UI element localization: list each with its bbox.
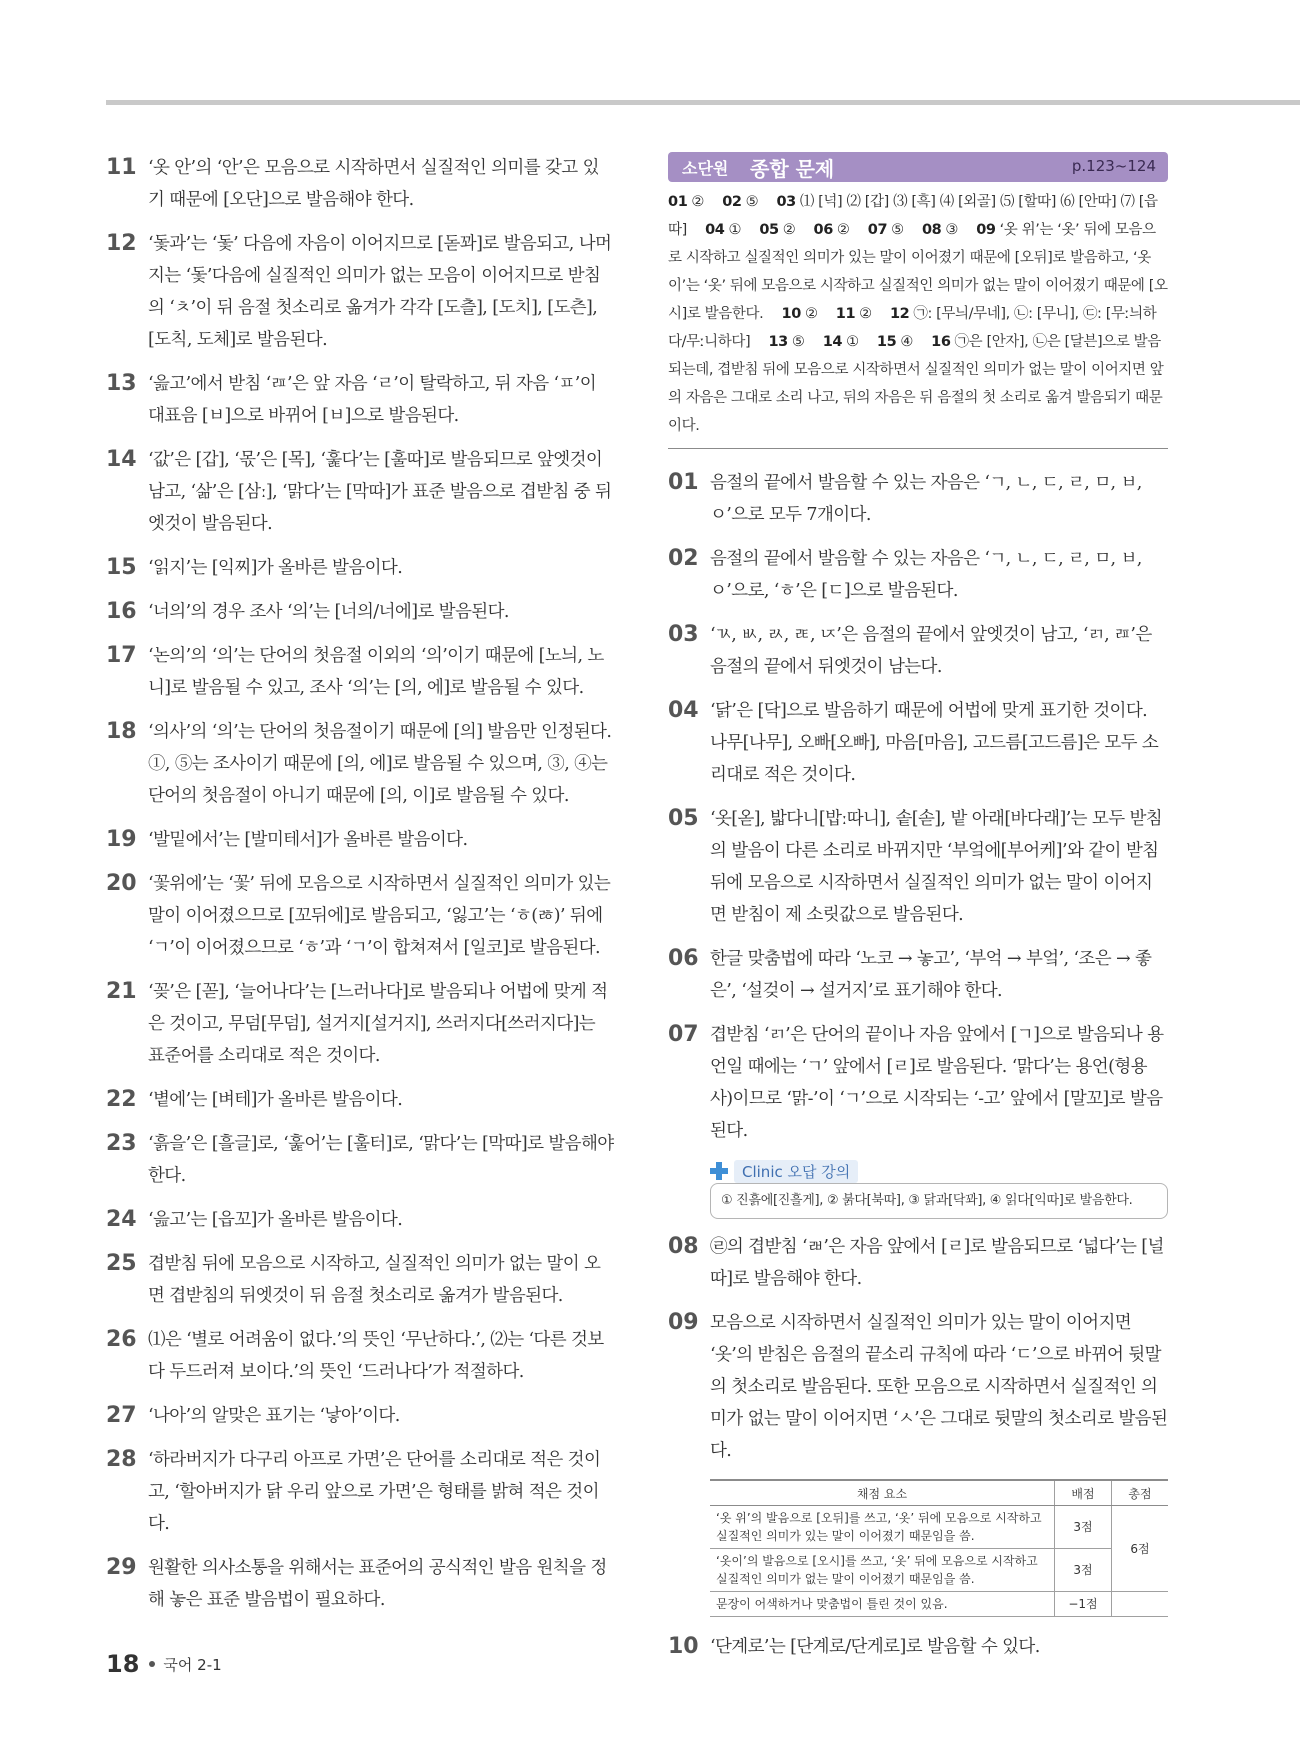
table-cell-criteria: ‘옷이’의 발음으로 [오시]를 쓰고, ‘옷’ 뒤에 모음으로 시작하고 실질적인 의미가 없는 말이 이어졌기 때문임을 씀. xyxy=(710,1549,1055,1592)
plus-icon xyxy=(710,1162,728,1180)
item-number: 19 xyxy=(106,827,137,852)
explanations-a xyxy=(668,467,1168,1147)
section-title: 종합 문제 xyxy=(750,157,835,181)
table-cell-points: 3점 xyxy=(1055,1506,1112,1549)
item-text: 겹받침 ‘ㄺ’은 단어의 끝이나 자음 앞에서 [ㄱ]으로 발음되나 용언일 때에는 ‘ㄱ’ 앞에서 [ㄹ]로 발음된다. ‘맑다’는 용언(형용사)이므로 ‘맑-’이 ‘ㄱ’으로 시작되는 ‘-고’ 앞에서 [말꼬]로 발음된다. xyxy=(710,1025,1164,1141)
clinic-box xyxy=(710,1159,1168,1219)
item-text: ‘나아’의 알맞은 표기는 ‘낳아’이다. xyxy=(148,1406,400,1426)
answer-value: ② xyxy=(782,222,796,238)
item-text: ‘읊고’는 [읍꼬]가 올바른 발음이다. xyxy=(148,1210,403,1230)
answer-number: 06 xyxy=(813,222,833,238)
col-header-criteria: 채점 요소 xyxy=(710,1480,1055,1506)
answer-value: ⑴ [넉] ⑵ [갑] ⑶ [흑] ⑷ [외골] ⑸ [할따] ⑹ [안따] ⑺ [읍따] xyxy=(668,194,1158,238)
explanation-item xyxy=(106,1248,614,1312)
answer-value: ① xyxy=(846,334,859,350)
col-header-points: 배점 xyxy=(1055,1480,1112,1506)
item-number: 03 xyxy=(668,622,699,647)
item-number: 13 xyxy=(106,371,137,396)
item-number: 08 xyxy=(668,1234,699,1259)
answer-value: ⑤ xyxy=(745,194,759,210)
item-text: ‘논의’의 ‘의’는 단어의 첫음절 이외의 ‘의’이기 때문에 [노늬, 노니]로 발음될 수 있고, 조사 ‘의’는 [의, 에]로 발음될 수 있다. xyxy=(148,646,604,698)
item-text: ‘닭’은 [닥]으로 발음하기 때문에 어법에 맞게 표기한 것이다. 나무[나무], 오빠[오빠], 마음[마음], 고드름[고드름]은 모두 소리대로 적은 것이다. xyxy=(710,701,1159,785)
answer-entry xyxy=(768,334,804,350)
item-number: 11 xyxy=(106,155,137,180)
answer-value: ① xyxy=(728,222,742,238)
explanation-item xyxy=(106,976,614,1072)
page-footer xyxy=(106,1650,222,1678)
answer-value: ② xyxy=(691,194,704,210)
answer-entry xyxy=(722,194,758,210)
answer-value: ② xyxy=(836,222,850,238)
item-text: ㉣의 겹받침 ‘ㄼ’은 자음 앞에서 [ㄹ]로 발음되므로 ‘넓다’는 [널따]로 발음해야 한다. xyxy=(710,1237,1164,1289)
explanation-item xyxy=(668,1019,1168,1147)
section-header xyxy=(668,152,1168,182)
item-number: 09 xyxy=(668,1310,699,1335)
answer-number: 12 xyxy=(889,306,910,322)
answer-entry xyxy=(782,306,818,322)
answer-entry xyxy=(705,222,741,238)
section-label: 소단원 xyxy=(682,159,729,178)
explanation-item xyxy=(668,467,1168,531)
answer-number: 13 xyxy=(768,334,788,350)
item-text: 음절의 끝에서 발음할 수 있는 자음은 ‘ㄱ, ㄴ, ㄷ, ㄹ, ㅁ, ㅂ, ㅇ’으로, ‘ㅎ’은 [ㄷ]으로 발음된다. xyxy=(710,549,1142,601)
item-text: ‘꽂’은 [꼳], ‘늘어나다’는 [느러나다]로 발음되나 어법에 맞게 적은 것이고, 무덤[무덤], 설거지[설거지], 쓰러지다[쓰러지다]는 표준어를 소리대로 적은 것이다. xyxy=(148,982,608,1066)
answer-number: 16 xyxy=(931,334,951,350)
book-title: 국어 2-1 xyxy=(163,1655,222,1674)
bullet-dot xyxy=(149,1661,155,1667)
answer-number: 14 xyxy=(822,334,843,350)
explanation-item xyxy=(668,1231,1168,1295)
item-text: ‘하라버지가 다구리 아프로 가면’은 단어를 소리대로 적은 것이고, ‘할아버지가 닭 우리 앞으로 가면’은 형태를 밝혀 적은 것이다. xyxy=(148,1450,601,1534)
answer-entry xyxy=(877,334,913,350)
explanation-item xyxy=(106,824,614,856)
explanations-b xyxy=(668,1231,1168,1467)
answer-entry xyxy=(668,194,704,210)
item-text: ‘읊고’에서 받침 ‘ㄿ’은 앞 자음 ‘ㄹ’이 탈락하고, 뒤 자음 ‘ㅍ’이 대표음 [ㅂ]으로 바뀌어 [ㅂ]으로 발음된다. xyxy=(148,374,597,426)
table-cell-total: 6점 xyxy=(1112,1506,1169,1592)
item-number: 24 xyxy=(106,1207,137,1232)
explanation-item xyxy=(106,1444,614,1540)
answer-entry xyxy=(868,222,904,238)
explanation-item xyxy=(668,1307,1168,1467)
col-header-total: 총점 xyxy=(1112,1480,1169,1506)
explanation-item xyxy=(106,444,614,540)
item-text: 음절의 끝에서 발음할 수 있는 자음은 ‘ㄱ, ㄴ, ㄷ, ㄹ, ㅁ, ㅂ, ㅇ’으로 모두 7개이다. xyxy=(710,473,1142,525)
item-text: ‘값’은 [갑], ‘몫’은 [목], ‘훑다’는 [훌따]로 발음되므로 앞엣것이 남고, ‘삶’은 [삼ː], ‘맑다’는 [막따]가 표준 발음으로 겹받침 중 뒤엣것이 발음된다. xyxy=(148,450,612,534)
item-text: ‘발밑에서’는 [발미테서]가 올바른 발음이다. xyxy=(148,830,468,850)
answer-value: ③ xyxy=(945,222,958,238)
explanation-item xyxy=(106,1324,614,1388)
explanation-item xyxy=(668,695,1168,791)
explanation-item xyxy=(668,943,1168,1007)
item-number: 27 xyxy=(106,1403,137,1428)
item-text: ‘너의’의 경우 조사 ‘의’는 [너의/너에]로 발음된다. xyxy=(148,602,509,622)
explanation-item xyxy=(106,716,614,812)
item-text: ‘읽지’는 [익찌]가 올바른 발음이다. xyxy=(148,558,403,578)
item-number: 22 xyxy=(106,1087,137,1112)
table-cell-points: −1점 xyxy=(1055,1592,1112,1617)
item-number: 02 xyxy=(668,546,699,571)
item-text: ‘꽃위에’는 ‘꽃’ 뒤에 모음으로 시작하면서 실질적인 의미가 있는 말이 이어졌으므로 [꼬뒤에]로 발음되고, ‘잃고’는 ‘ㅎ(ㅀ)’ 뒤에 ‘ㄱ’이 이어졌으므로 ‘ㅎ’과 ‘ㄱ’이 합쳐져서 [일코]로 발음된다. xyxy=(148,874,611,958)
item-number: 16 xyxy=(106,599,137,624)
explanation-item xyxy=(668,543,1168,607)
answer-value: ② xyxy=(804,306,818,322)
item-number: 04 xyxy=(668,698,699,723)
item-text: ‘옷[옫], 밟다니[밥ː따니], 솥[솓], 밭 아래[바다래]’는 모두 받침의 발음이 다른 소리로 바뀌지만 ‘부엌에[부어케]’와 같이 받침 뒤에 모음으로 시작하면서 실질적인 의미가 없는 말이 이어지면 받침이 제 소릿값으로 발음된다. xyxy=(710,809,1163,925)
explanation-item xyxy=(106,368,614,432)
item-number: 26 xyxy=(106,1327,137,1352)
item-number: 12 xyxy=(106,231,137,256)
explanations-c xyxy=(668,1631,1168,1663)
item-text: 모음으로 시작하면서 실질적인 의미가 있는 말이 이어지면 ‘옷’의 받침은 음절의 끝소리 규칙에 따라 ‘ㄷ’으로 바뀌어 뒷말의 첫소리로 발음된다. 또한 모음으로 시작하면서 실질적인 의미가 없는 말이 이어지면 ‘ㅅ’은 그대로 뒷말의 첫소리로 발음된다. xyxy=(710,1313,1168,1461)
clinic-body: ① 진흙에[진흘게], ② 붉다[북따], ③ 닭과[닥꽈], ④ 읽다[익따]로 발음한다. xyxy=(710,1183,1168,1219)
explanation-item xyxy=(106,868,614,964)
explanation-item xyxy=(668,619,1168,683)
item-number: 15 xyxy=(106,555,137,580)
answer-value: ② xyxy=(859,306,872,322)
explanation-item xyxy=(106,1552,614,1616)
item-number: 18 xyxy=(106,719,137,744)
answer-entry xyxy=(836,306,872,322)
right-column xyxy=(668,152,1168,1675)
explanation-item xyxy=(106,596,614,628)
explanation-item xyxy=(106,1128,614,1192)
item-number: 17 xyxy=(106,643,137,668)
explanation-item xyxy=(106,1204,614,1236)
answer-value: ⑤ xyxy=(891,222,904,238)
answer-value: ㉠은 [안자], ㉡은 [달븐]으로 발음되는데, 겹받침 뒤에 모음으로 시작하면서 실질적인 의미가 없는 말이 이어지면 앞의 자음은 그대로 소리 나고, 뒤의 자음은 뒤 음절의 첫 소리로 옮겨 발음되기 때문이다. xyxy=(668,334,1164,434)
table-cell-criteria: 문장이 어색하거나 맞춤법이 틀린 것이 있음. xyxy=(710,1592,1055,1617)
answer-number: 15 xyxy=(876,334,897,350)
explanation-item xyxy=(106,228,614,356)
table-cell-criteria: ‘옷 위’의 발음으로 [오뒤]를 쓰고, ‘옷’ 뒤에 모음으로 시작하고 실질적인 의미가 있는 말이 이어졌기 때문임을 씀. xyxy=(710,1506,1055,1549)
page-range: p.123~124 xyxy=(1071,157,1156,175)
item-number: 06 xyxy=(668,946,699,971)
explanation-item xyxy=(668,803,1168,931)
clinic-title: Clinic 오답 강의 xyxy=(734,1160,858,1183)
item-number: 10 xyxy=(668,1634,699,1659)
left-column xyxy=(106,152,614,1628)
answer-value: ㉠: [무늬/무네], ㉡: [무니], ㉢: [무ː늬하다/무ː니하다] xyxy=(668,306,1157,350)
answer-entry xyxy=(814,222,850,238)
answer-value: ④ xyxy=(900,334,913,350)
answer-number: 10 xyxy=(781,306,801,322)
answer-number: 09 xyxy=(976,222,996,238)
item-number: 20 xyxy=(106,871,137,896)
answer-number: 08 xyxy=(921,222,942,238)
page-number: 18 xyxy=(106,1650,140,1678)
answer-number: 11 xyxy=(835,306,856,322)
explanation-item xyxy=(106,552,614,584)
table-cell-points: 3점 xyxy=(1055,1549,1112,1592)
answer-number: 02 xyxy=(722,194,742,210)
explanation-item xyxy=(106,1400,614,1432)
answer-value: ⑤ xyxy=(791,334,805,350)
item-text: ‘돛과’는 ‘돛’ 다음에 자음이 이어지므로 [돋꽈]로 발음되고, 나머지는 ‘돛’다음에 실질적인 의미가 없는 모음이 이어지므로 받침의 ‘ㅊ’이 뒤 음절 첫소리로 옮겨가 각각 [도츨], [도치], [도츤], [도칙, 도체]로 발음된다. xyxy=(148,234,612,350)
item-number: 07 xyxy=(668,1022,699,1047)
table-cell-empty xyxy=(1112,1592,1169,1617)
item-number: 28 xyxy=(106,1447,137,1472)
answer-entry xyxy=(922,222,958,238)
answer-entry xyxy=(823,334,859,350)
explanation-item xyxy=(106,152,614,216)
answer-number: 04 xyxy=(705,222,725,238)
item-text: 겹받침 뒤에 모음으로 시작하고, 실질적인 의미가 없는 말이 오면 겹받침의 뒤엣것이 뒤 음절 첫소리로 옮겨가 발음된다. xyxy=(148,1254,601,1306)
top-rule xyxy=(106,100,1300,105)
answer-value: ‘옷 위’는 ‘옷’ 뒤에 모음으로 시작하고 실질적인 의미가 있는 말이 이어졌기 때문에 [오뒤]로 발음하고, ‘옷이’는 ‘옷’ 뒤에 모음으로 시작하고 실질적인 의미가 없는 말이 이어졌기 때문에 [오시]로 발음한다. xyxy=(668,222,1168,322)
item-text: 한글 맞춤법에 따라 ‘노코 → 놓고’, ‘부억 → 부엌’, ‘조은 → 좋은’, ‘설겆이 → 설거지’로 표기해야 한다. xyxy=(710,949,1152,1001)
item-text: 원활한 의사소통을 위해서는 표준어의 공식적인 발음 원칙을 정해 놓은 표준 발음법이 필요하다. xyxy=(148,1558,607,1610)
item-number: 01 xyxy=(668,470,699,495)
answer-key xyxy=(668,188,1168,449)
answer-number: 03 xyxy=(776,194,796,210)
item-text: ‘옷 안’의 ‘안’은 모음으로 시작하면서 실질적인 의미를 갖고 있기 때문에 [오단]으로 발음해야 한다. xyxy=(148,158,599,210)
answer-number: 01 xyxy=(668,194,688,210)
item-text: ‘볕에’는 [벼테]가 올바른 발음이다. xyxy=(148,1090,403,1110)
item-number: 29 xyxy=(106,1555,137,1580)
item-text: ‘단계로’는 [단계로/단게로]로 발음할 수 있다. xyxy=(710,1637,1040,1657)
item-text: ⑴은 ‘별로 어려움이 없다.’의 뜻인 ‘무난하다.’, ⑵는 ‘다른 것보다 두드러져 보이다.’의 뜻인 ‘드러나다’가 적절하다. xyxy=(148,1330,604,1382)
item-number: 14 xyxy=(106,447,137,472)
item-text: ‘의사’의 ‘의’는 단어의 첫음절이기 때문에 [의] 발음만 인정된다. ①, ⑤는 조사이기 때문에 [의, 에]로 발음될 수 있으며, ③, ④는 단어의 첫음절이 아니기 때문에 [의, 이]로 발음될 수 있다. xyxy=(148,722,612,806)
item-number: 23 xyxy=(106,1131,137,1156)
item-text: ‘ㄳ, ㅄ, ㄽ, ㄾ, ㄵ’은 음절의 끝에서 앞엣것이 남고, ‘ㄺ, ㄿ’은 음절의 끝에서 뒤엣것이 남는다. xyxy=(710,625,1152,677)
explanation-item xyxy=(106,640,614,704)
answer-number: 05 xyxy=(759,222,779,238)
item-number: 25 xyxy=(106,1251,137,1276)
answer-entry xyxy=(759,222,795,238)
item-number: 05 xyxy=(668,806,699,831)
explanation-item xyxy=(668,1631,1168,1663)
answer-number: 07 xyxy=(867,222,888,238)
item-number: 21 xyxy=(106,979,137,1004)
explanation-item xyxy=(106,1084,614,1116)
item-text: ‘흙을’은 [흘글]로, ‘훑어’는 [훌터]로, ‘맑다’는 [막따]로 발음해야 한다. xyxy=(148,1134,614,1186)
scoring-table xyxy=(710,1479,1168,1617)
